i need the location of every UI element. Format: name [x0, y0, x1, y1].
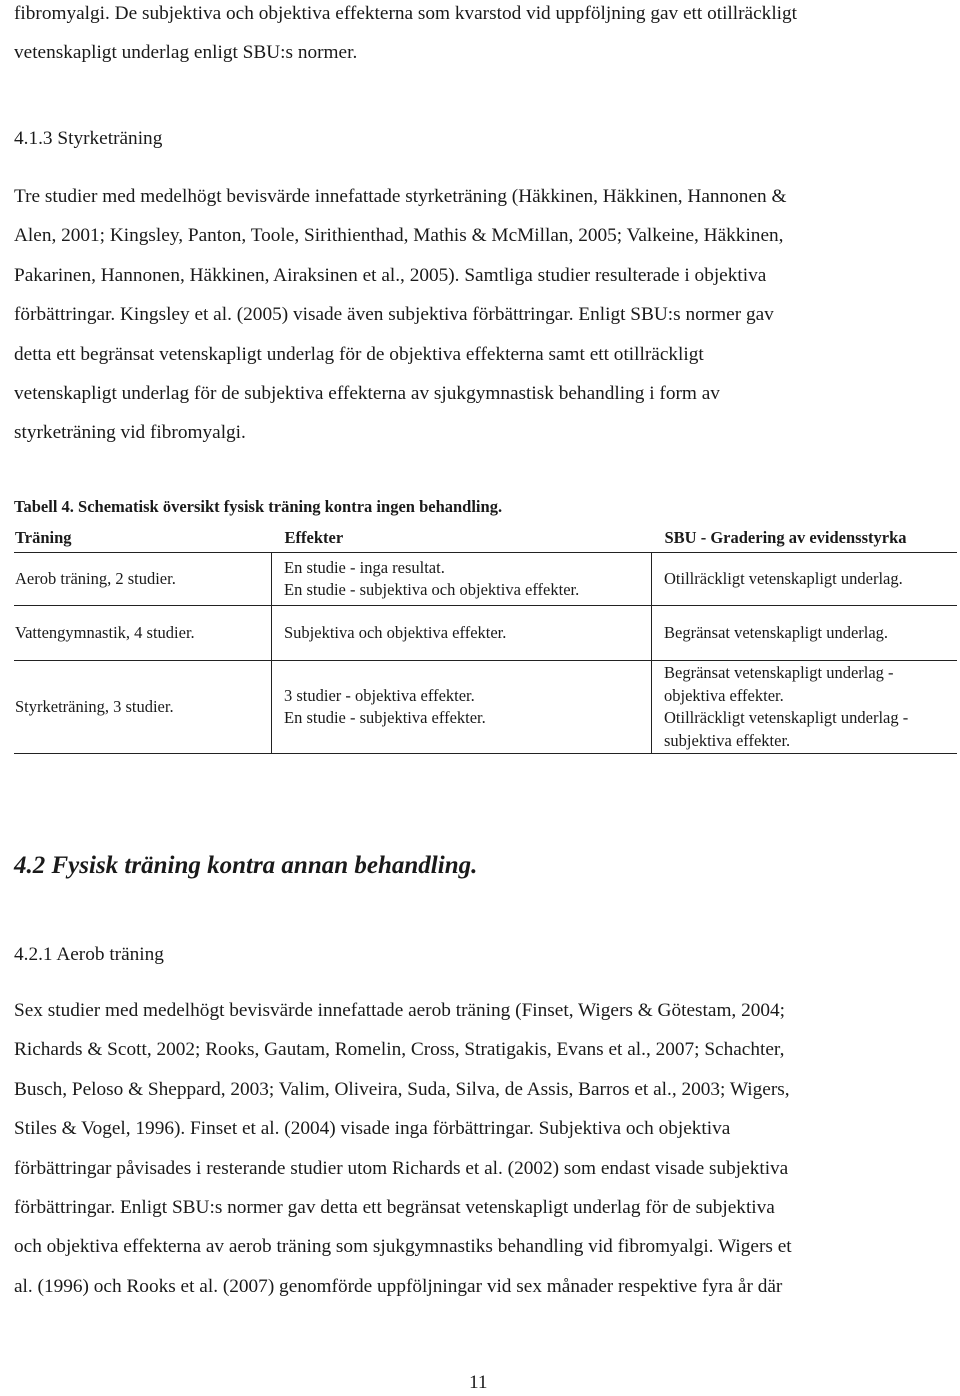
cell-text: 3 studier - objektiva effekter. — [284, 685, 475, 705]
cell-text: Begränsat vetenskapligt underlag - — [664, 663, 894, 682]
intro-paragraph — [14, 0, 797, 73]
paragraph-line: och objektiva effekterna av aerob träning som sjukgymnastiks behandling vid fibromyalgi. Wigers et — [14, 1236, 792, 1258]
table-cell-effects — [272, 553, 652, 606]
evidence-table — [14, 524, 957, 754]
table-cell-training — [14, 553, 272, 606]
cell-text: Aerob träning, 2 studier. — [15, 568, 176, 588]
aerob-traning-paragraph — [14, 991, 792, 1306]
subsection-heading-aerob-traning: 4.2.1 Aerob träning — [14, 944, 164, 965]
cell-text: Otillräckligt vetenskapligt underlag - — [664, 708, 909, 727]
cell-text: objektiva effekter. — [664, 685, 784, 705]
paragraph-line: al. (1996) och Rooks et al. (2007) genomförde uppföljningar vid sex månader respektive fyra år där — [14, 1275, 783, 1297]
column-header-grading: SBU - Gradering av evidensstyrka — [664, 527, 907, 547]
cell-text: En studie - subjektiva effekter. — [284, 708, 486, 727]
paragraph-line: förbättringar. Kingsley et al. (2005) visade även subjektiva förbättringar. Enligt SBU:s normer gav — [14, 304, 774, 326]
paragraph-line: fibromyalgi. De subjektiva och objektiva effekterna som kvarstod vid uppföljning gav ett otillräckligt — [14, 3, 798, 24]
table-cell-grading — [652, 661, 958, 754]
paragraph-line: Alen, 2001; Kingsley, Panton, Toole, Sirithienthad, Mathis & McMillan, 2005; Valkeine, Häkkinen, — [14, 225, 784, 247]
cell-text: En studie - subjektiva och objektiva effekter. — [284, 580, 580, 599]
cell-text: En studie - inga resultat. — [284, 557, 445, 577]
cell-text: subjektiva effekter. — [664, 730, 791, 750]
paragraph-line: förbättringar. Enligt SBU:s normer gav detta ett begränsat vetenskapligt underlag för de subjektiva — [14, 1197, 775, 1219]
section-heading-fysisk-traning: 4.2 Fysisk träning kontra annan behandling. — [14, 852, 478, 879]
paragraph-line: Richards & Scott, 2002; Rooks, Gautam, Romelin, Cross, Stratigakis, Evans et al., 2007; Schachter, — [14, 1039, 785, 1061]
cell-text: Begränsat vetenskapligt underlag. — [664, 622, 889, 642]
paragraph-line: detta ett begränsat vetenskapligt underlag för de objektiva effekterna samt ett otillräckligt — [14, 343, 704, 365]
paragraph-line: styrketräning vid fibromyalgi. — [14, 422, 246, 444]
paragraph-line: Busch, Peloso & Sheppard, 2003; Valim, Oliveira, Suda, Silva, de Assis, Barros et al., 2003; Wigers, — [14, 1078, 790, 1100]
page-number: 11 — [469, 1372, 488, 1393]
paragraph-line: Pakarinen, Hannonen, Häkkinen, Airaksinen et al., 2005). Samtliga studier resulterade i objektiva — [14, 264, 767, 286]
paragraph-line: Stiles & Vogel, 1996). Finset et al. (2004) visade inga förbättringar. Subjektiva och objektiva — [14, 1118, 731, 1140]
column-header-training: Träning — [15, 527, 72, 547]
table-cell-grading — [652, 553, 958, 606]
subsection-heading-styrketraning: 4.1.3 Styrketräning — [14, 128, 163, 149]
table-cell-training — [14, 606, 272, 661]
table-cell-grading — [652, 606, 958, 661]
table-cell-effects — [272, 661, 652, 754]
table-caption: Tabell 4. Schematisk översikt fysisk träning kontra ingen behandling. — [14, 497, 503, 516]
table-cell-effects — [272, 606, 652, 661]
paragraph-line: vetenskapligt underlag enligt SBU:s normer. — [14, 42, 358, 64]
paragraph-line: Tre studier med medelhögt bevisvärde innefattade styrketräning (Häkkinen, Häkkinen, Hannonen & — [14, 186, 787, 207]
cell-text: Subjektiva och objektiva effekter. — [284, 622, 507, 642]
table-row — [14, 606, 957, 661]
cell-text: Vattengymnastik, 4 studier. — [15, 622, 195, 642]
paragraph-line: vetenskapligt underlag för de subjektiva effekterna av sjukgymnastisk behandling i form av — [14, 383, 720, 405]
table-header-row — [14, 524, 957, 553]
column-header-effects: Effekter — [284, 527, 344, 547]
cell-text: Styrketräning, 3 studier. — [15, 696, 174, 716]
table-cell-training — [14, 661, 272, 754]
table-row — [14, 553, 957, 606]
paragraph-line: Sex studier med medelhögt bevisvärde innefattade aerob träning (Finset, Wigers & Götestam, 2004; — [14, 1000, 785, 1021]
paragraph-line: förbättringar påvisades i resterande studier utom Richards et al. (2002) som endast visade subjektiva — [14, 1157, 789, 1179]
cell-text: Otillräckligt vetenskapligt underlag. — [664, 568, 903, 588]
table-row — [14, 661, 957, 754]
styrketraning-paragraph — [14, 177, 786, 453]
